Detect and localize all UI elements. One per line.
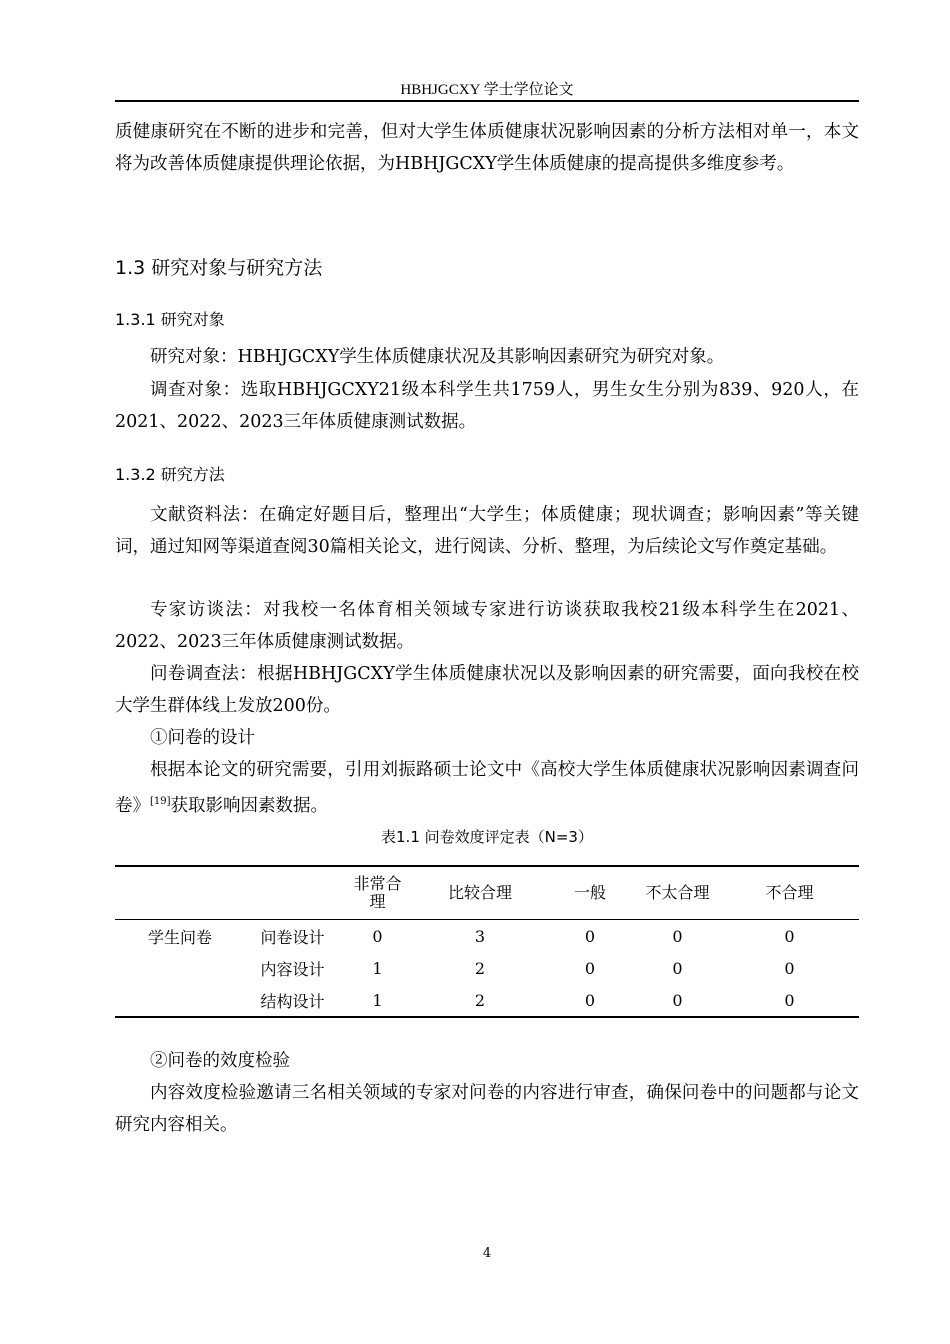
empty-cell <box>115 984 245 1017</box>
paragraph-validity: 内容效度检验邀请三名相关领域的专家对问卷的内容进行审查，确保问卷中的问题都与论文研究内容相关。 <box>115 1083 859 1135</box>
paragraph-expert: 专家访谈法：对我校一名体育相关领域专家进行访谈获取我校21级本科学生在2021、2022、2023三年体质健康测试数据。 <box>115 600 859 652</box>
value-cell: 0 <box>672 990 683 1010</box>
value-cell: 2 <box>474 958 486 978</box>
paragraph-questionnaire: 问卷调查法：根据HBHJGCXY学生体质健康状况以及影响因素的研究需要，面向我校在校大学生群体线上发放200份。 <box>115 664 859 716</box>
value-cell: 0 <box>584 990 596 1010</box>
header-cell <box>115 866 245 920</box>
section-heading-1-3: 1.3 研究对象与研究方法 <box>115 257 323 279</box>
design-text-end: 获取影响因素数据。 <box>170 795 329 816</box>
value-cell: 0 <box>372 926 383 946</box>
paragraph-design-heading: ①问卷的设计 <box>150 728 255 748</box>
validity-table <box>115 865 859 1018</box>
paragraph-survey-object: 调查对象：选取HBHJGCXY21级本科学生共1759人，男生女生分别为839、920人，在2021、2022、2023三年体质健康测试数据。 <box>115 380 859 432</box>
header-cell: 非常合理 <box>353 874 402 911</box>
row-label: 结构设计 <box>260 991 325 1011</box>
table-row <box>115 952 859 984</box>
value-cell: 0 <box>784 990 795 1010</box>
value-cell: 2 <box>474 990 486 1010</box>
paragraph-validity-heading: ②问卷的效度检验 <box>150 1051 290 1071</box>
citation-ref[interactable]: [19] <box>150 796 171 807</box>
paragraph-design <box>115 754 859 822</box>
page-number: 4 <box>482 1246 492 1261</box>
design-text: 根据本论文的研究需要，引用刘振路硕士论文中《高校大学生体质健康状况影响因素调查问卷》 <box>115 760 859 816</box>
table-caption: 表1.1 问卷效度评定表（N=3） <box>381 828 593 846</box>
header-cell <box>245 866 340 920</box>
table-row <box>115 920 859 953</box>
value-cell: 3 <box>474 926 486 946</box>
paragraph-literature: 文献资料法：在确定好题目后，整理出“大学生；体质健康；现状调查；影响因素”等关键词，通过知网等渠道查阅30篇相关论文，进行阅读、分析、整理，为后续论文写作奠定基础。 <box>115 505 859 557</box>
value-cell: 0 <box>672 958 683 978</box>
table-row <box>115 984 859 1017</box>
table-header-row <box>115 866 859 920</box>
value-cell: 0 <box>672 926 683 946</box>
header-cell: 一般 <box>573 883 606 902</box>
row-label: 内容设计 <box>260 959 325 979</box>
group-cell: 学生问卷 <box>147 927 212 947</box>
section-heading-1-3-2: 1.3.2 研究方法 <box>115 465 225 484</box>
header-cell: 不合理 <box>765 883 814 902</box>
value-cell: 0 <box>584 926 596 946</box>
header-cell: 不太合理 <box>645 883 710 902</box>
row-label: 问卷设计 <box>260 927 325 947</box>
header-cell: 比较合理 <box>447 883 512 902</box>
section-heading-1-3-1: 1.3.1 研究对象 <box>115 310 225 329</box>
running-header: HBHJGCXY 学士学位论文 <box>400 82 574 98</box>
value-cell: 0 <box>584 958 596 978</box>
value-cell: 0 <box>784 926 795 946</box>
value-cell: 1 <box>372 958 383 978</box>
value-cell: 0 <box>784 958 795 978</box>
value-cell: 1 <box>372 990 383 1010</box>
header-rule <box>115 100 859 102</box>
intro-paragraph: 质健康研究在不断的进步和完善，但对大学生体质健康状况影响因素的分析方法相对单一，本文将为改善体质健康提供理论依据，为HBHJGCXY学生体质健康的提高提供多维度参考。 <box>115 122 859 174</box>
paragraph-object: 研究对象：HBHJGCXY学生体质健康状况及其影响因素研究为研究对象。 <box>150 347 725 367</box>
empty-cell <box>115 952 245 984</box>
